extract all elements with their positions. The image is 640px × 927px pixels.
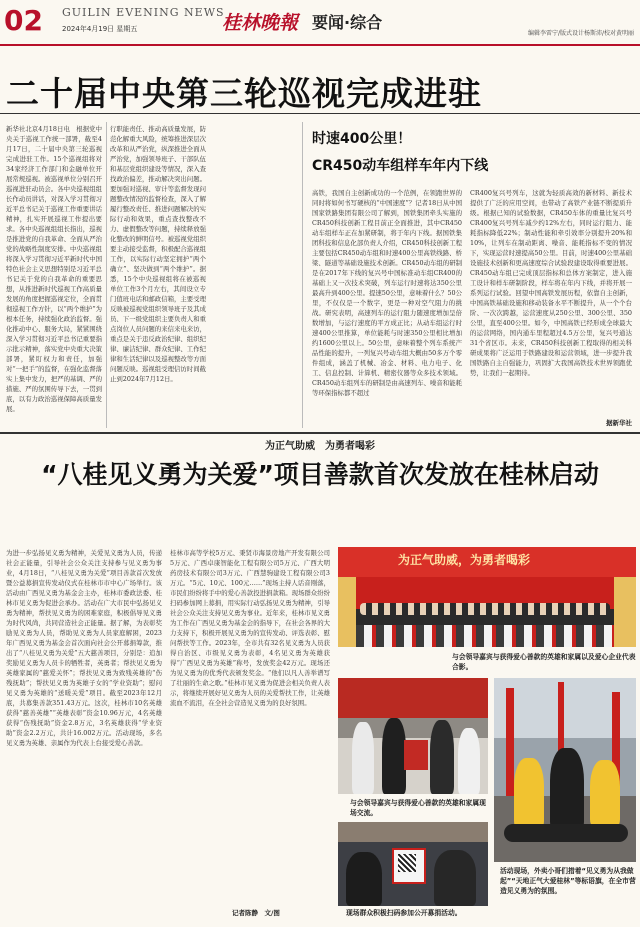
newspaper-logo: 桂林晚報 xyxy=(222,12,299,34)
issue-date: 2024年4月19日 星期五 xyxy=(62,25,138,33)
article2-kicker: 为正气助威 为勇者喝彩 xyxy=(265,441,375,452)
article2-headline: “八桂见义勇为关爱”项目善款首次发放在桂林启动 xyxy=(41,460,599,489)
article1-headline: 二十届中央第三轮巡视完成进驻 xyxy=(6,74,482,113)
article1b-column-1: 高铁，我国自主创新成功的一个范例，在领跑世界的同时将如何书写硬核的“中国速度”？记者18日从中国国家铁路集团有限公司了解到，国铁集团牵头实施的CR450科技创新工程目前正全面推进，其中CR450动车组样车正在加紧研制，将于年内下线。据国铁集团科技和信息化部负责人介绍，CR450科技创新工程主要包括CR450动车组和时速400公里高铁线路、桥梁、隧道等基础设施技术创新。CR450动车组的研制是在2017年下线的复兴号中国标准动车组CR400的基础上又一次技术突破，列车运行时速将达350公里最高升到400公里。提速50公里，意味着什么？50公里，不仅仅是一个数字，更是一种对空气阻力的挑战。研究表明，高速列车的运行阻力随速度增加呈倍数增加，与运行速度的平方成正比；从动车组运行时速400公里推算，单位能耗与时速350公里相比增加约1600公里以上。50公里，意味着整个列车系统产品性能的提升，一列复兴号动车组大概由50多万个零件组成，涵盖了机械、冶金、材料、电力电子、化工、信息控制、计算机、精密仪器等众多技术领域。CR450动车组列车的研制是由高速列车、噪音和能耗等环保指标都不超过 xyxy=(312,189,462,397)
section-rule xyxy=(0,432,640,434)
article1-column-1: 新华社北京4月18日电 根据党中央关于巡视工作统一部署，截至4月17日，二十届中央第三轮巡视完成进驻工作。15个巡视组将对34家经济工作部门和金融单位开展常规巡视。被巡视单位分别召开巡视进驻动员会。各中央巡视组组长作动员讲话，对深入学习贯彻习近平总书记关于巡视工作重要讲话精神，扎实开展巡视工作提出要求。各中央巡视组组长指出，巡视是推进党的自我革命、全面从严治党的战略性制度安排。中央巡视组将深入学习贯彻习近平新时代中国特色社会主义思想特别是习近平总书记关于党的自我革命的重要思想，从推进新时代巡视工作高质量发展的角度把握巡视定位，全面贯彻巡视工作方针，以“两个维护”为根本任务，持续强化政治监督。强化推动中心、服务大局，紧紧围绕深入学习贯彻习近平总书记重要指示批示精神，落实党中央重大决策部署，紧盯权力和责任，加强对“一把手”的监督，在强化监督落实上集中发力，把严的基调、严的措施、严的氛围传导下去，一贯到底，以有力政治巡视保障高质量发展。 xyxy=(6,125,102,413)
paper-name-en: GUILIN EVENING NEWS xyxy=(62,6,225,19)
article1-column-2: 行职能责任、推动高质量发展，防范化解重大风险，统筹推进深层次改革和从严治党，纵深推进全面从严治党，加强领导班子、干部队伍和基层党组织建设等情况，深入查找政治偏差，推动解决突出问题。要加强对巡视、审计等监督发现问题整改情况的监督检查，深入了解履行整改责任、推进问题解决的实际行动和效果，重点查找整改不力、虚假整改等问题，持续释放强化整改的鲜明信号。被巡视党组织要主动接受监督，积极配合巡视组工作，以实际行动坚定拥护“两个确立”、坚决做到“两个维护”。据悉，15个中央巡视组将在被巡视单位工作3个月左右，其间设立专门值班电话和邮政信箱，主要受理反映被巡视党组织领导班子及其成员、下一级党组织主要负责人和重点岗位人员问题的来信来电来访，重点是关于违反政治纪律、组织纪律、廉洁纪律、群众纪律、工作纪律和生活纪律以及巡视整改等方面问题反映。巡视组受理信访时间截止到2024年7月12日。 xyxy=(110,125,206,383)
group-photo xyxy=(338,547,636,647)
award-photo-caption: 与会领导嘉宾与获得爱心善款的英雄和家属现场交流。 xyxy=(350,799,486,817)
qr-scan-photo xyxy=(338,822,488,906)
headline-rule xyxy=(0,113,640,114)
column-divider xyxy=(302,122,303,428)
article2-byline: 记者陈静 文/图 xyxy=(232,909,280,917)
riders-photo xyxy=(494,678,636,862)
editor-credits: 编辑李雷宁/版式设计杨斯沛/校对黄明丽 xyxy=(527,30,634,37)
group-photo-caption: 与会领导嘉宾与获得爱心善款的英雄和家属以及爱心企业代表合影。 xyxy=(452,653,636,671)
qr-scan-caption: 现场群众积极扫码参加公开募捐活动。 xyxy=(346,909,462,917)
column-divider xyxy=(106,122,107,428)
backdrop-banner: 为正气助威，为勇者喝彩 xyxy=(398,553,531,567)
article1b-column-2: CR400复兴号列车，这就为轻质高效的新材料、新技术提供了广泛的应用空间，也带动了高铁产业链不断提质升级。根据已知的试验数据，CR450车体的重量比复兴号CR400复兴号列车减少约12%左右，同时运行阻力、能耗指标降低22%；制动性能和牵引效率分别提升20%和10%，让列车在制动距离、噪音、能耗指标不变的情况下，实现运营时速提高50公里。目前，时速400公里基础设施技术创新和更高速度综合试验段建设取得重要进展。CR450动车组已完成顶层指标和总体方案制定，进入施工设计和样车研制阶段，样车将在年内下线，并将开展一系列运行试验。回望中国高铁发展历程，依靠自主创新，中国高铁基础设施和移动装备水平不断提升，从一个个台阶、一次次跨越，运营速度从250公里、300公里、350公里，直至400公里。如今，中国高铁已经形成全球最大的运营网络，国内通车里程超过4.5万公里，复兴号通达31个省区市。未来，CR450科技创新工程取得的相关科研成果将广泛运用于铁路建设和运营领域，进一步提升我国铁路自主自强能力，巩固扩大我国高铁技术世界领跑优势，让我们一起期待。 xyxy=(470,189,632,377)
section-name: 要闻·综合 xyxy=(312,13,383,32)
riders-photo-caption: 活动现场，外卖小哥们措着“见义勇为从我做起”“天地正气大爱桂林”等标语旗，在全市营造见义勇为的氛围。 xyxy=(500,867,636,895)
article1b-kicker: 时速400公里！ xyxy=(312,131,412,147)
header-rule xyxy=(0,44,640,46)
article1b-byline: 据新华社 xyxy=(606,419,632,427)
article2-column-1: 为进一步弘扬见义勇为精神，关爱见义勇为人员，传递社会正能量，引导社会公众关注支持参与见义勇为事业，4月18日，“八桂见义勇为关爱”项目善款首次发放暨公益募捐宣传发动仪式在桂林市市中心广场举行。该活动由广西见义勇为基金会主办，桂林市委政法委、桂林市见义勇为促进会承办。活动在广大市民中弘扬见义勇为精神，帮扶见义勇为的困难家庭，积极倡导见义勇为时代风尚，共同营造社会正能量。据了解，为表彰奖励见义勇为人员，帮助见义勇为人员家庭解困，2023年广西见义勇为基金会首次面向社会公开募捐筹款，推出了“八桂见义勇为关爱”五大慈善项目，分别是：追加奖励见义勇为人员卡的牺牲者，英勇者；帮扶见义勇为英雄家属的“慈爱关怀”；帮扶见义勇为致残英雄的“伤残抚助”；帮扶见义勇为英雄子女的“学业资助”；慰问见义勇为英雄的“送暖关爱”项目。截至2023年12月底，共募集善款351.43万元。这次，桂林市10名英雄获得“慈善英雄”“英雄表彰”资金10.96万元，4名英雄获得“伤残抚助”资金2.8万元，3名英雄获得“学业资助”资金2.2万元，共计16.002万元。活动现场，多名见义勇为英雄、亲属作为代表上台接受爱心善款。 xyxy=(6,549,162,747)
page-number: 02 xyxy=(4,4,43,37)
award-photo xyxy=(338,678,488,794)
article2-column-2: 桂林市高等学校5万元、秉贤市海景房地产开发有限公司5万元、广西卓康智能化工程有限公司5万元、广西大明药房技术有限公司3万元、广西慧驹建设工程有限公司3万元。“5元、10元、100元……”现场主持人话音刚落，市民们纷纷将手中的爱心善款投进捐款箱。现场群众纷纷扫码参加网上募捐，用实际行动弘扬见义勇为精神，引导社会公众关注支持见义勇为事业。近年来，桂林市见义勇为工作在广西见义勇为基金会的指导下，在社会各界的大力支持下，积极开展见义勇为的宣传发动、评选表彰、慰问帮扶等工作。2023年，全市共有32名见义勇为人员获得自治区、市级见义勇为表彰，4名见义勇为英雄获得“广西见义勇为英雄”称号，发放奖金42万元。现场还为见义勇为的优秀代表颁发奖金。“他们以凡人善举谱写了壮丽的生命之歌。”桂林市见义勇为促进会相关负责人表示，将继续开展好见义勇为人员的关爱帮扶工作，让英雄流血不流泪，在全社会营造见义勇为的良好氛围。 xyxy=(170,549,330,707)
article1b-headline: CR450动车组样车年内下线 xyxy=(312,158,489,174)
